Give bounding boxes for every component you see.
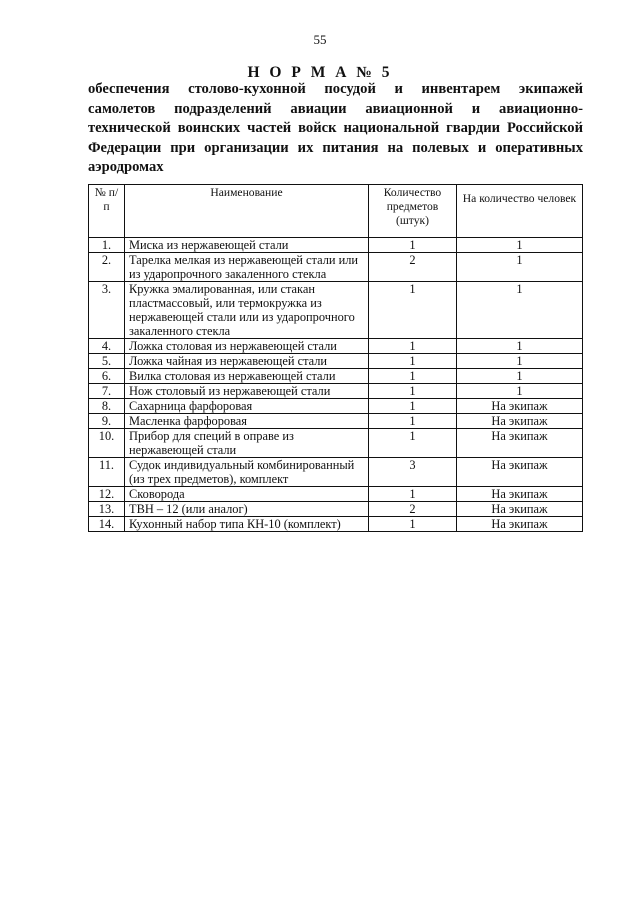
- table-body: [89, 238, 583, 532]
- table-row: [89, 339, 583, 354]
- cell-per-persons: На экипаж: [457, 414, 583, 429]
- table-row: [89, 414, 583, 429]
- table-row: [89, 282, 583, 339]
- cell-number: 2.: [89, 253, 125, 282]
- cell-number: 11.: [89, 458, 125, 487]
- cell-name: Сковорода: [125, 487, 369, 502]
- column-header-quantity: Количество предметов (штук): [369, 185, 457, 238]
- page-number: 55: [313, 32, 327, 47]
- table-row: [89, 517, 583, 532]
- heading-line: самолетов подразделений авиации авиационной и авиационно-: [88, 100, 583, 117]
- table-row: [89, 384, 583, 399]
- cell-quantity: 2: [369, 253, 457, 282]
- cell-number: 9.: [89, 414, 125, 429]
- cell-number: 12.: [89, 487, 125, 502]
- cell-name: Ложка столовая из нержавеющей стали: [125, 339, 369, 354]
- table-row: [89, 354, 583, 369]
- cell-number: 6.: [89, 369, 125, 384]
- cell-per-persons: 1: [457, 369, 583, 384]
- cell-quantity: 1: [369, 339, 457, 354]
- cell-number: 4.: [89, 339, 125, 354]
- cell-name: Тарелка мелкая из нержавеющей стали или из ударопрочного закаленного стекла: [125, 253, 369, 282]
- cell-number: 13.: [89, 502, 125, 517]
- cell-per-persons: На экипаж: [457, 458, 583, 487]
- cell-quantity: 1: [369, 399, 457, 414]
- cell-number: 14.: [89, 517, 125, 532]
- table-row: [89, 253, 583, 282]
- cell-per-persons: На экипаж: [457, 517, 583, 532]
- table-row: [89, 429, 583, 458]
- heading-line: Федерации при организации их питания на полевых и оперативных: [88, 139, 583, 156]
- cell-quantity: 1: [369, 384, 457, 399]
- cell-per-persons: На экипаж: [457, 487, 583, 502]
- cell-number: 8.: [89, 399, 125, 414]
- cell-quantity: 1: [369, 238, 457, 253]
- cell-per-persons: 1: [457, 253, 583, 282]
- cell-name: Прибор для специй в оправе из нержавеющей стали: [125, 429, 369, 458]
- cell-per-persons: На экипаж: [457, 399, 583, 414]
- cell-quantity: 1: [369, 429, 457, 458]
- table-row: [89, 458, 583, 487]
- column-header-name: Наименование: [125, 185, 369, 238]
- table-header-row: [89, 185, 583, 238]
- cell-per-persons: 1: [457, 238, 583, 253]
- cell-quantity: 1: [369, 414, 457, 429]
- cell-name: Кружка эмалированная, или стакан пластмассовый, или термокружка из нержавеющей стали или из ударопрочного закаленного стекла: [125, 282, 369, 339]
- cell-quantity: 3: [369, 458, 457, 487]
- cell-per-persons: На экипаж: [457, 429, 583, 458]
- heading-line: аэродромах: [88, 159, 164, 176]
- cell-quantity: 1: [369, 369, 457, 384]
- norms-table: [88, 184, 583, 532]
- table-row: [89, 487, 583, 502]
- cell-per-persons: 1: [457, 354, 583, 369]
- cell-name: Масленка фарфоровая: [125, 414, 369, 429]
- cell-quantity: 1: [369, 354, 457, 369]
- cell-quantity: 2: [369, 502, 457, 517]
- cell-name: Нож столовый из нержавеющей стали: [125, 384, 369, 399]
- table-row: [89, 238, 583, 253]
- cell-name: Кухонный набор типа КН-10 (комплект): [125, 517, 369, 532]
- cell-number: 7.: [89, 384, 125, 399]
- cell-number: 1.: [89, 238, 125, 253]
- table-row: [89, 369, 583, 384]
- cell-name: Миска из нержавеющей стали: [125, 238, 369, 253]
- cell-number: 5.: [89, 354, 125, 369]
- cell-per-persons: 1: [457, 282, 583, 339]
- cell-per-persons: 1: [457, 384, 583, 399]
- cell-per-persons: 1: [457, 339, 583, 354]
- cell-name: Судок индивидуальный комбинированный (из трех предметов), комплект: [125, 458, 369, 487]
- cell-per-persons: На экипаж: [457, 502, 583, 517]
- cell-number: 10.: [89, 429, 125, 458]
- column-header-number: № п/п: [89, 185, 125, 238]
- cell-name: Сахарница фарфоровая: [125, 399, 369, 414]
- table-row: [89, 502, 583, 517]
- cell-quantity: 1: [369, 282, 457, 339]
- column-header-per-persons: На количество человек: [457, 185, 583, 238]
- cell-name: ТВН – 12 (или аналог): [125, 502, 369, 517]
- cell-name: Вилка столовая из нержавеющей стали: [125, 369, 369, 384]
- document-title: Н О Р М А № 5: [247, 64, 393, 81]
- cell-quantity: 1: [369, 487, 457, 502]
- heading-line: технической воинских частей войск национальной гвардии Российской: [88, 120, 583, 137]
- cell-name: Ложка чайная из нержавеющей стали: [125, 354, 369, 369]
- document-heading: [88, 80, 583, 178]
- table-row: [89, 399, 583, 414]
- cell-quantity: 1: [369, 517, 457, 532]
- heading-line: обеспечения столово-кухонной посудой и инвентарем экипажей: [88, 81, 583, 97]
- cell-number: 3.: [89, 282, 125, 339]
